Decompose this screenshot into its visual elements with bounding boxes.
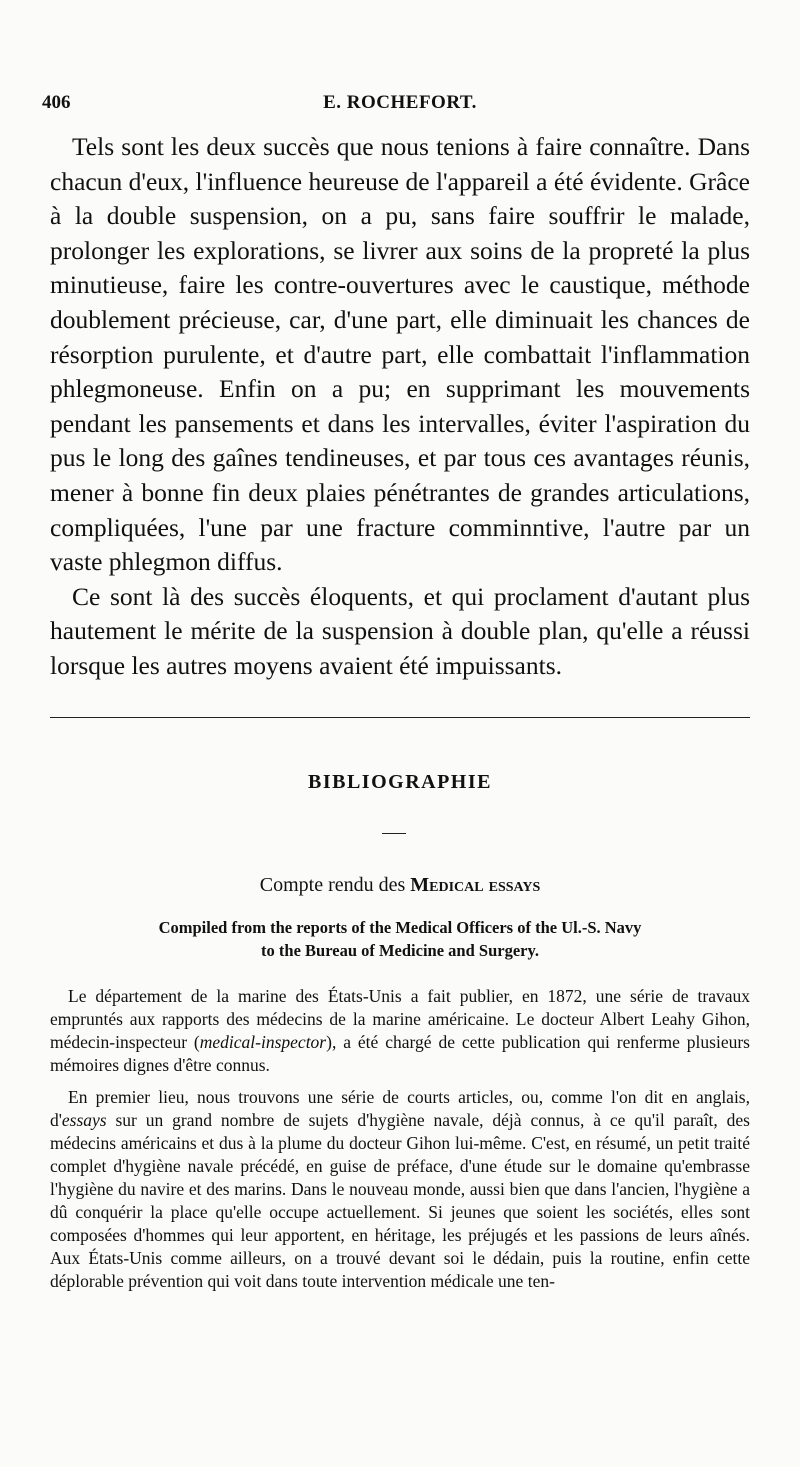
italic-term: essays <box>61 1110 107 1130</box>
review-title-caps: Medical essays <box>410 874 541 896</box>
paragraph <box>50 1086 750 1293</box>
section-divider <box>50 717 750 718</box>
subtitle-line: Compiled from the reports of the Medical Officers of the Ul.-S. Navy <box>158 918 642 937</box>
text-run: En premier lieu, nous trouvons une série de courts articles, ou, comme l'on dit en anglais, d' <box>50 1087 750 1130</box>
review-title <box>0 874 800 897</box>
text-run: sur un grand nombre de sujets d'hygiène navale, déjà connus, à ce qu'il paraît, des médecins américains et dus à la plume du docteur Gihon lui-même. C'est, en résumé, un petit traité complet d'hygiène navale précédé, en guise de préface, d'une étude sur le domaine qu'embrasse l'hygiène du navire et des marins. Dans le nouveau monde, aussi bien que dans l'ancien, l'hygiène a dû conquérir la place qu'elle occupe actuellement. Si jeunes que soient les sociétés, elles sont composées d'hommes qui leur apportent, en héritage, les préjugés et les passions de leurs aînés. Aux États-Unis comme ailleurs, on a trouvé devant soi le dédain, puis la routine, enfin cette déplorable prévention qui voit dans toute intervention médicale une ten- <box>50 1110 750 1291</box>
running-title: E. ROCHEFORT. <box>323 92 477 113</box>
page-header <box>42 92 758 122</box>
review-title-prefix: Compte rendu des <box>259 874 406 896</box>
review-body <box>50 985 750 1293</box>
italic-term: medical-inspector <box>199 1032 327 1052</box>
text-run: ), a été chargé de cette publication qui renferme plusieurs mémoires dignes d'être connus. <box>50 1032 750 1075</box>
paragraph <box>50 985 750 1077</box>
section-heading: BIBLIOGRAPHIE <box>308 771 492 793</box>
paragraph: Tels sont les deux succès que nous tenions à faire connaître. Dans chacun d'eux, l'influence heureuse de l'appareil a été évidente. Grâce à la double suspension, on a pu, sans faire souffrir le malade, prolonger les explorations, se livrer aux soins de la propreté la plus minutieuse, faire les contre-ouvertures avec le caustique, méthode doublement précieuse, car, d'une part, elle diminuait les chances de résorption purulente, et d'autre part, elle combattait l'inflammation phlegmoneuse. Enfin on a pu; en supprimant les mouvements pendant les pansements et dans les intervalles, éviter l'aspiration du pus le long des gaînes tendineuses, et par tous ces avantages réunis, mener à bonne fin deux plaies pénétrantes de grandes articulations, compliquées, l'une par une fracture comminntive, l'autre par un vaste phlegmon diffus. <box>50 132 750 577</box>
page-number: 406 <box>42 92 71 113</box>
review-subtitle <box>0 916 800 962</box>
article-conclusion <box>50 130 750 684</box>
paragraph: Ce sont là des succès éloquents, et qui proclament d'autant plus hautement le mérite de la suspension à double plan, qu'elle a réussi lorsque les autres moyens avaient été impuissants. <box>50 581 750 680</box>
text-run: Le département de la marine des États-Unis a fait publier, en 1872, une série de travaux empruntés aux rapports des médecins de la marine américaine. Le docteur Albert Leahy Gihon, médecin-inspecteur ( <box>50 986 750 1052</box>
short-dash-divider <box>382 833 406 834</box>
subtitle-line: to the Bureau of Medicine and Surgery. <box>261 941 539 960</box>
